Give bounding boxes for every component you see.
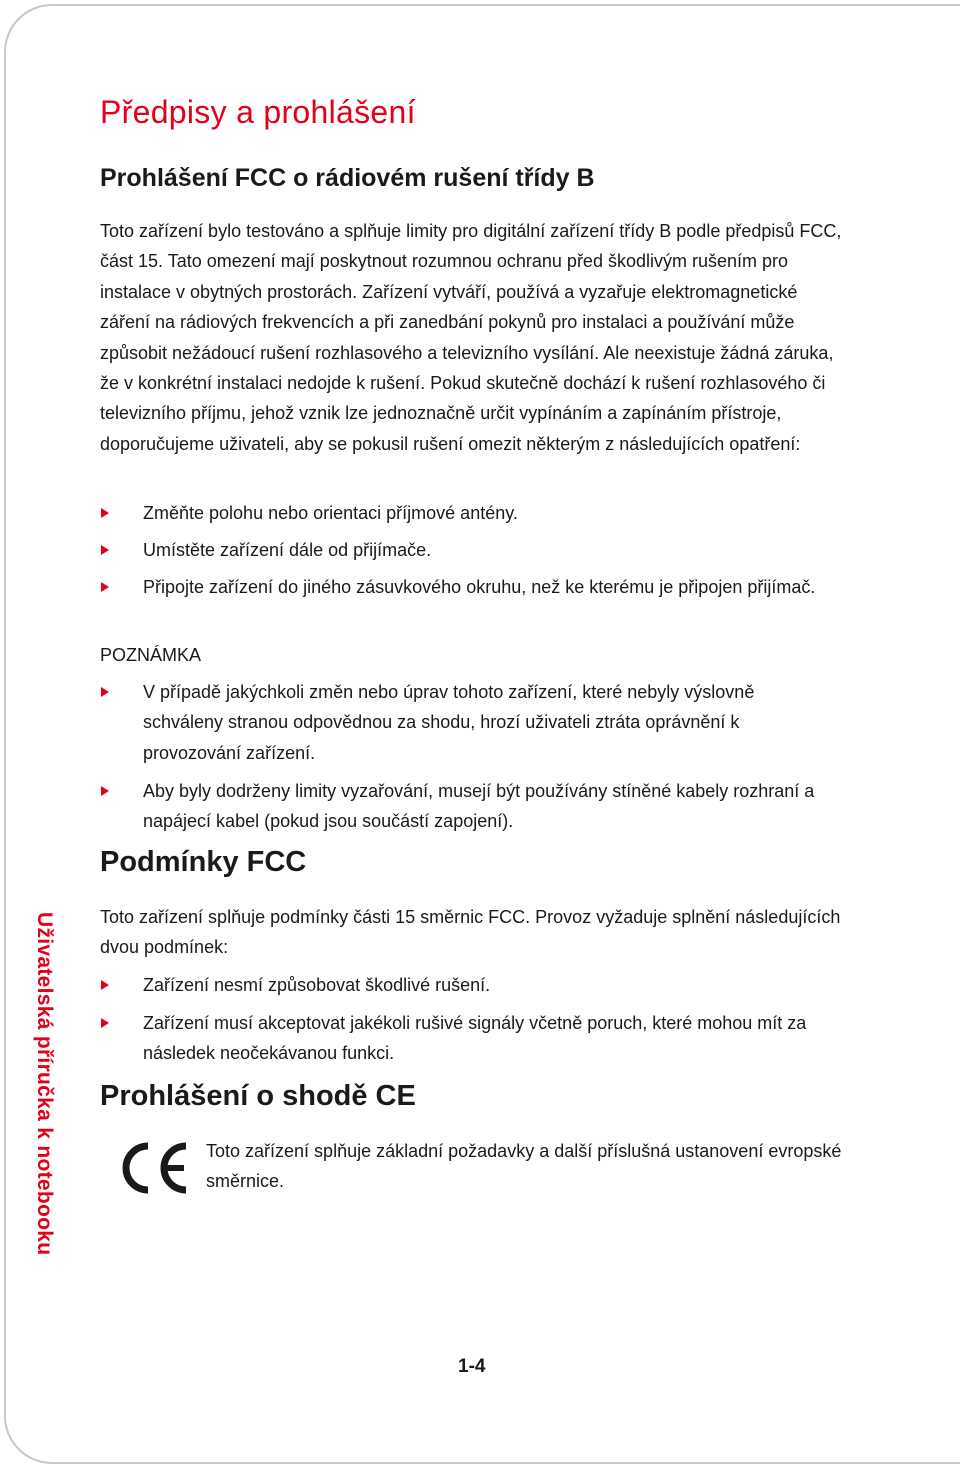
ce-text: Toto zařízení splňuje základní požadavky a další příslušná ustanovení evropské směrnice. bbox=[206, 1141, 842, 1192]
fcc-class-b-paragraph: Toto zařízení bylo testováno a splňuje limity pro digitální zařízení třídy B podle předpisů FCC, část 15. Tato omezení mají poskytnout rozumnou ochranu před škodlivým rušením pro instalace v obytných prostorách. Zařízení vytváří, používá a vyzařuje elektromagnetické záření na rádiových frekvencích a při zanedbání pokynů pro instalaci a používání může způsobit nežádoucí rušení rozhlasového a televizního vysílání. Ale neexistuje žádná záruka, že v konkrétní instalaci nedojde k rušení. Pokud skutečně dochází k rušení rozhlasového či televizního příjmu, jehož vznik lze jednoznačně určit vypínáním a zapínáním přístroje, doporučujeme uživateli, aby se pokusil rušení omezit některým z následujících opatření: bbox=[100, 221, 842, 454]
list-item-text: Změňte polohu nebo orientaci příjmové antény. bbox=[143, 503, 518, 523]
page-title: Předpisy a prohlášení bbox=[100, 94, 416, 130]
side-label: Uživatelská příručka k notebooku bbox=[33, 912, 56, 1256]
list-item-text: Připojte zařízení do jiného zásuvkového okruhu, než ke kterému je připojen přijímač. bbox=[143, 577, 816, 597]
list-item-text: Zařízení nesmí způsobovat škodlivé rušení. bbox=[143, 975, 491, 995]
fcc-conditions-heading: Podmínky FCC bbox=[100, 846, 307, 878]
list-item-text: Aby byly dodrženy limity vyzařování, musejí být používány stíněné kabely rozhraní a napájecí kabel (pokud jsou součástí zapojení). bbox=[143, 781, 815, 832]
page-number: 1-4 bbox=[458, 1356, 486, 1377]
list-item bbox=[124, 677, 836, 768]
bullet-arrow-icon bbox=[101, 980, 109, 990]
list-item-text: V případě jakýchkoli změn nebo úprav tohoto zařízení, které nebyly výslovně schváleny stranou odpovědnou za shodu, hrozí uživateli ztráta oprávnění k provozování zařízení. bbox=[143, 682, 755, 763]
bullet-arrow-icon bbox=[101, 545, 109, 555]
fcc-conditions-paragraph: Toto zařízení splňuje podmínky části 15 směrnic FCC. Provoz vyžaduje splnění následujících dvou podmínek: bbox=[100, 907, 841, 958]
bullet-arrow-icon bbox=[101, 582, 109, 592]
fcc-class-b-heading: Prohlášení FCC o rádiovém rušení třídy B bbox=[100, 164, 595, 192]
list-item bbox=[124, 776, 836, 837]
bullet-arrow-icon bbox=[101, 1018, 109, 1028]
ce-heading: Prohlášení o shodě CE bbox=[100, 1080, 416, 1112]
list-item bbox=[124, 572, 836, 602]
list-item-text: Umístěte zařízení dále od přijímače. bbox=[143, 540, 432, 560]
ce-mark-logo bbox=[120, 1140, 188, 1196]
bullet-arrow-icon bbox=[101, 508, 109, 518]
bullet-arrow-icon bbox=[101, 786, 109, 796]
bullet-arrow-icon bbox=[101, 687, 109, 697]
list-item-text: Zařízení musí akceptovat jakékoli rušivé signály včetně poruch, které mohou mít za následek neočekávanou funkci. bbox=[143, 1013, 807, 1064]
list-item bbox=[124, 970, 836, 1000]
list-item bbox=[124, 498, 836, 528]
note-label: POZNÁMKA bbox=[100, 645, 202, 665]
list-item bbox=[124, 1008, 836, 1069]
list-item bbox=[124, 535, 836, 565]
